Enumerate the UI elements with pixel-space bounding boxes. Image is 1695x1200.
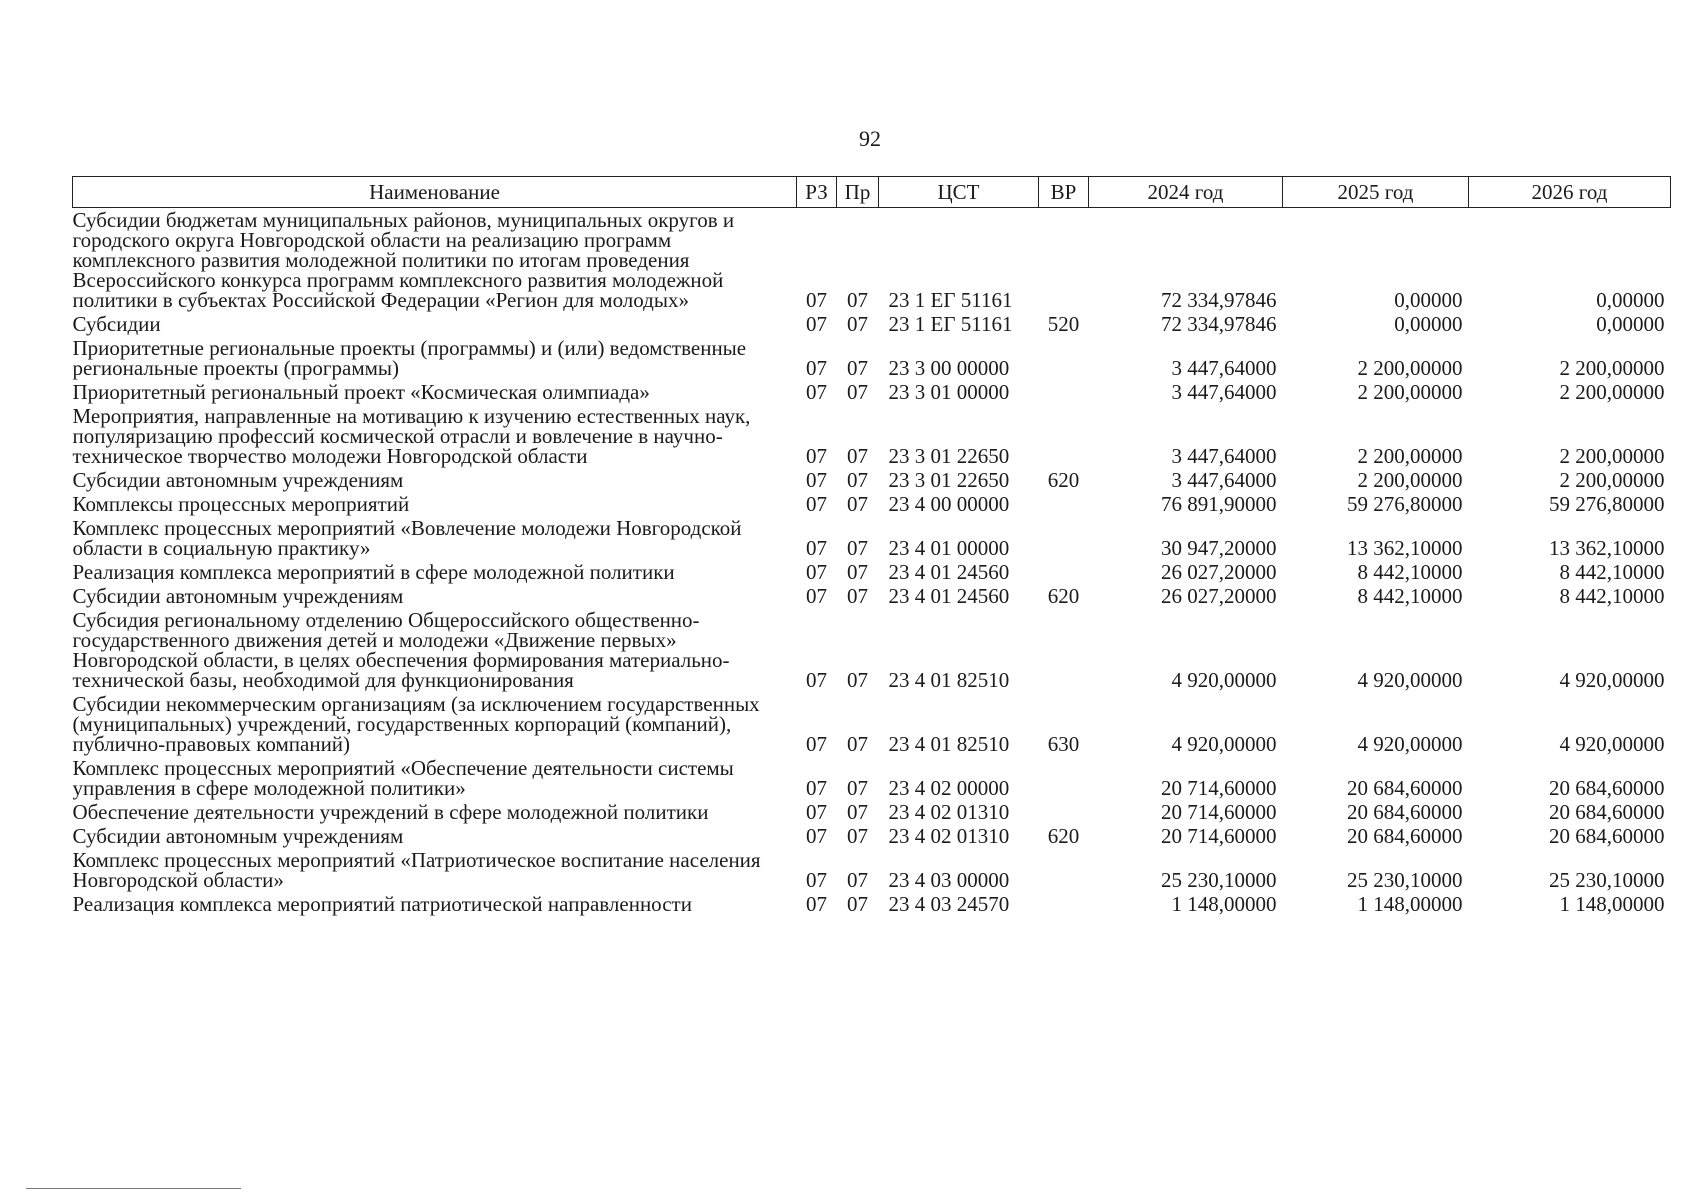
cell-cst: 23 4 00 00000 — [888, 492, 1010, 516]
cell-2024: 26 027,20000 — [1161, 584, 1277, 608]
cell-pr: 07 — [847, 492, 868, 516]
cell-rz: 07 — [806, 560, 827, 584]
table-row — [73, 516, 1671, 560]
cell-rz: 07 — [806, 584, 827, 608]
cell-name: Мероприятия, направленные на мотивацию к изучению естественных наук, популяризацию профессий космической отрасли и вовлечение в научно-техническое творчество молодежи Новгородской области — [72, 404, 751, 468]
cell-vr — [1039, 560, 1089, 584]
cell-vr — [1039, 608, 1089, 692]
header-cst: ЦСТ — [879, 177, 1039, 208]
cell-vr — [1039, 756, 1089, 800]
cell-2026: 2 200,00000 — [1559, 356, 1665, 380]
cell-name: Комплексы процессных мероприятий — [72, 492, 410, 516]
cell-pr: 07 — [847, 312, 868, 336]
cell-2024: 20 714,60000 — [1161, 776, 1277, 800]
cell-name: Реализация комплекса мероприятий патриотической направленности — [72, 892, 692, 916]
cell-2024: 72 334,97846 — [1161, 312, 1277, 336]
cell-2025: 0,00000 — [1394, 288, 1463, 312]
cell-cst: 23 4 02 01310 — [888, 824, 1010, 848]
cell-pr: 07 — [847, 560, 868, 584]
table-row — [73, 892, 1671, 916]
table-row — [73, 560, 1671, 584]
cell-cst: 23 1 ЕГ 51161 — [888, 312, 1013, 336]
cell-2024: 25 230,10000 — [1161, 868, 1277, 892]
cell-2025: 20 684,60000 — [1347, 776, 1463, 800]
cell-rz: 07 — [806, 288, 827, 312]
cell-vr: 630 — [1047, 732, 1080, 756]
cell-cst: 23 3 01 00000 — [888, 380, 1010, 404]
cell-pr: 07 — [847, 536, 868, 560]
cell-cst: 23 4 03 24570 — [888, 892, 1010, 916]
cell-vr: 620 — [1047, 824, 1080, 848]
cell-rz: 07 — [806, 444, 827, 468]
table-row — [73, 312, 1671, 336]
cell-pr: 07 — [847, 468, 868, 492]
cell-2025: 2 200,00000 — [1357, 444, 1463, 468]
cell-rz: 07 — [806, 536, 827, 560]
cell-rz: 07 — [806, 732, 827, 756]
cell-pr: 07 — [847, 668, 868, 692]
cell-2026: 2 200,00000 — [1559, 380, 1665, 404]
table-row — [73, 584, 1671, 608]
cell-2024: 4 920,00000 — [1171, 732, 1277, 756]
cell-cst: 23 4 02 00000 — [888, 776, 1010, 800]
cell-2025: 8 442,10000 — [1357, 560, 1463, 584]
cell-2025: 13 362,10000 — [1347, 536, 1463, 560]
cell-cst: 23 3 00 00000 — [888, 356, 1010, 380]
cell-vr — [1039, 848, 1089, 892]
cell-name: Обеспечение деятельности учреждений в сфере молодежной политики — [72, 800, 709, 824]
cell-2024: 3 447,64000 — [1171, 444, 1277, 468]
cell-rz: 07 — [806, 312, 827, 336]
cell-2025: 2 200,00000 — [1357, 380, 1463, 404]
cell-vr — [1039, 516, 1089, 560]
header-name: Наименование — [73, 177, 797, 208]
cell-cst: 23 4 01 82510 — [888, 732, 1010, 756]
cell-pr: 07 — [847, 776, 868, 800]
cell-2026: 2 200,00000 — [1559, 444, 1665, 468]
cell-pr: 07 — [847, 380, 868, 404]
cell-name: Субсидии бюджетам муниципальных районов, муниципальных округов и городского округа Новгородской области на реализацию программ комплексного развития молодежной политики по итогам проведения Всероссийского конкурса программ комплексного развития молодежной политики в субъектах Российской Федерации «Регион для молодых» — [72, 208, 735, 312]
cell-cst: 23 4 01 24560 — [888, 560, 1010, 584]
cell-name: Субсидии некоммерческим организациям (за исключением государственных (муниципальных) учреждений, государственных корпораций (компаний), публично-правовых компаний) — [72, 692, 760, 756]
cell-2026: 1 148,00000 — [1559, 892, 1665, 916]
cell-2024: 3 447,64000 — [1171, 380, 1277, 404]
cell-2026: 8 442,10000 — [1559, 584, 1665, 608]
cell-2024: 20 714,60000 — [1161, 824, 1277, 848]
cell-2026: 2 200,00000 — [1559, 468, 1665, 492]
cell-rz: 07 — [806, 868, 827, 892]
table-row — [73, 208, 1671, 313]
cell-pr: 07 — [847, 288, 868, 312]
cell-2026: 13 362,10000 — [1549, 536, 1665, 560]
table-row — [73, 800, 1671, 824]
cell-rz: 07 — [806, 468, 827, 492]
cell-rz: 07 — [806, 824, 827, 848]
cell-pr: 07 — [847, 824, 868, 848]
cell-2025: 2 200,00000 — [1357, 468, 1463, 492]
table-row — [73, 336, 1671, 380]
cell-2025: 20 684,60000 — [1347, 800, 1463, 824]
cell-vr: 520 — [1047, 312, 1080, 336]
cell-2025: 4 920,00000 — [1357, 668, 1463, 692]
cell-pr: 07 — [847, 444, 868, 468]
cell-name: Комплекс процессных мероприятий «Вовлечение молодежи Новгородской области в социальную практику» — [72, 516, 742, 560]
cell-cst: 23 4 01 82510 — [888, 668, 1010, 692]
cell-2024: 3 447,64000 — [1171, 468, 1277, 492]
table-row — [73, 380, 1671, 404]
cell-rz: 07 — [806, 380, 827, 404]
cell-2026: 0,00000 — [1596, 288, 1665, 312]
cell-pr: 07 — [847, 868, 868, 892]
cell-name: Субсидии автономным учреждениям — [72, 824, 404, 848]
cell-pr: 07 — [847, 892, 868, 916]
cell-2025: 25 230,10000 — [1347, 868, 1463, 892]
cell-2026: 20 684,60000 — [1549, 776, 1665, 800]
cell-name: Приоритетный региональный проект «Космическая олимпиада» — [72, 380, 650, 404]
header-2025: 2025 год — [1283, 177, 1469, 208]
table-row — [73, 756, 1671, 800]
cell-2026: 4 920,00000 — [1559, 668, 1665, 692]
header-vr: ВР — [1039, 177, 1089, 208]
cell-2024: 26 027,20000 — [1161, 560, 1277, 584]
cell-vr — [1039, 492, 1089, 516]
cell-2024: 76 891,90000 — [1161, 492, 1277, 516]
cell-vr — [1039, 380, 1089, 404]
cell-2024: 30 947,20000 — [1161, 536, 1277, 560]
cell-cst: 23 1 ЕГ 51161 — [888, 288, 1013, 312]
cell-rz: 07 — [806, 356, 827, 380]
page-number: 92 — [859, 126, 881, 151]
cell-2026: 59 276,80000 — [1549, 492, 1665, 516]
cell-2025: 59 276,80000 — [1347, 492, 1463, 516]
cell-2025: 1 148,00000 — [1357, 892, 1463, 916]
cell-2024: 3 447,64000 — [1171, 356, 1277, 380]
header-2024: 2024 год — [1089, 177, 1283, 208]
cell-name: Субсидии — [72, 312, 161, 336]
header-pr: Пр — [837, 177, 879, 208]
header-rz: РЗ — [797, 177, 837, 208]
cell-cst: 23 4 02 01310 — [888, 800, 1010, 824]
cell-2025: 20 684,60000 — [1347, 824, 1463, 848]
cell-2024: 1 148,00000 — [1171, 892, 1277, 916]
cell-cst: 23 4 01 00000 — [888, 536, 1010, 560]
cell-vr: 620 — [1047, 584, 1080, 608]
cell-2024: 4 920,00000 — [1171, 668, 1277, 692]
table-row — [73, 608, 1671, 692]
cell-pr: 07 — [847, 800, 868, 824]
cell-2026: 0,00000 — [1596, 312, 1665, 336]
cell-vr: 620 — [1047, 468, 1080, 492]
cell-cst: 23 4 01 24560 — [888, 584, 1010, 608]
cell-name: Реализация комплекса мероприятий в сфере молодежной политики — [72, 560, 675, 584]
cell-vr — [1039, 208, 1089, 313]
cell-2026: 8 442,10000 — [1559, 560, 1665, 584]
table-body — [73, 208, 1671, 917]
cell-vr — [1039, 336, 1089, 380]
cell-2025: 0,00000 — [1394, 312, 1463, 336]
cell-vr — [1039, 892, 1089, 916]
cell-2026: 20 684,60000 — [1549, 824, 1665, 848]
cell-pr: 07 — [847, 584, 868, 608]
cell-rz: 07 — [806, 668, 827, 692]
cell-2025: 8 442,10000 — [1357, 584, 1463, 608]
cell-2025: 4 920,00000 — [1357, 732, 1463, 756]
cell-name: Субсидия региональному отделению Общероссийского общественно-государственного движения детей и молодежи «Движение первых» Новгородской области, в целях обеспечения формирования материально-технической базы, необходимой для функционирования — [72, 608, 730, 692]
table-header-row — [73, 177, 1671, 208]
cell-rz: 07 — [806, 892, 827, 916]
cell-cst: 23 3 01 22650 — [888, 468, 1010, 492]
cell-cst: 23 4 03 00000 — [888, 868, 1010, 892]
cell-name: Приоритетные региональные проекты (программы) и (или) ведомственные региональные проекты (программы) — [72, 336, 747, 380]
cell-name: Субсидии автономным учреждениям — [72, 584, 404, 608]
cell-pr: 07 — [847, 356, 868, 380]
cell-vr — [1039, 800, 1089, 824]
cell-rz: 07 — [806, 776, 827, 800]
table-row — [73, 848, 1671, 892]
cell-name: Субсидии автономным учреждениям — [72, 468, 404, 492]
cell-2025: 2 200,00000 — [1357, 356, 1463, 380]
cell-2026: 4 920,00000 — [1559, 732, 1665, 756]
header-2026: 2026 год — [1469, 177, 1671, 208]
cell-vr — [1039, 404, 1089, 468]
cell-pr: 07 — [847, 732, 868, 756]
footer-rule — [26, 1188, 241, 1189]
cell-2026: 20 684,60000 — [1549, 800, 1665, 824]
table-row — [73, 692, 1671, 756]
cell-2024: 72 334,97846 — [1161, 288, 1277, 312]
table-row — [73, 824, 1671, 848]
cell-rz: 07 — [806, 492, 827, 516]
table-row — [73, 404, 1671, 468]
budget-table — [72, 176, 1671, 916]
cell-cst: 23 3 01 22650 — [888, 444, 1010, 468]
cell-name: Комплекс процессных мероприятий «Патриотическое воспитание населения Новгородской области» — [72, 848, 761, 892]
table-row — [73, 468, 1671, 492]
cell-2026: 25 230,10000 — [1549, 868, 1665, 892]
table-row — [73, 492, 1671, 516]
cell-rz: 07 — [806, 800, 827, 824]
cell-name: Комплекс процессных мероприятий «Обеспечение деятельности системы управления в сфере молодежной политики» — [72, 756, 734, 800]
cell-2024: 20 714,60000 — [1161, 800, 1277, 824]
